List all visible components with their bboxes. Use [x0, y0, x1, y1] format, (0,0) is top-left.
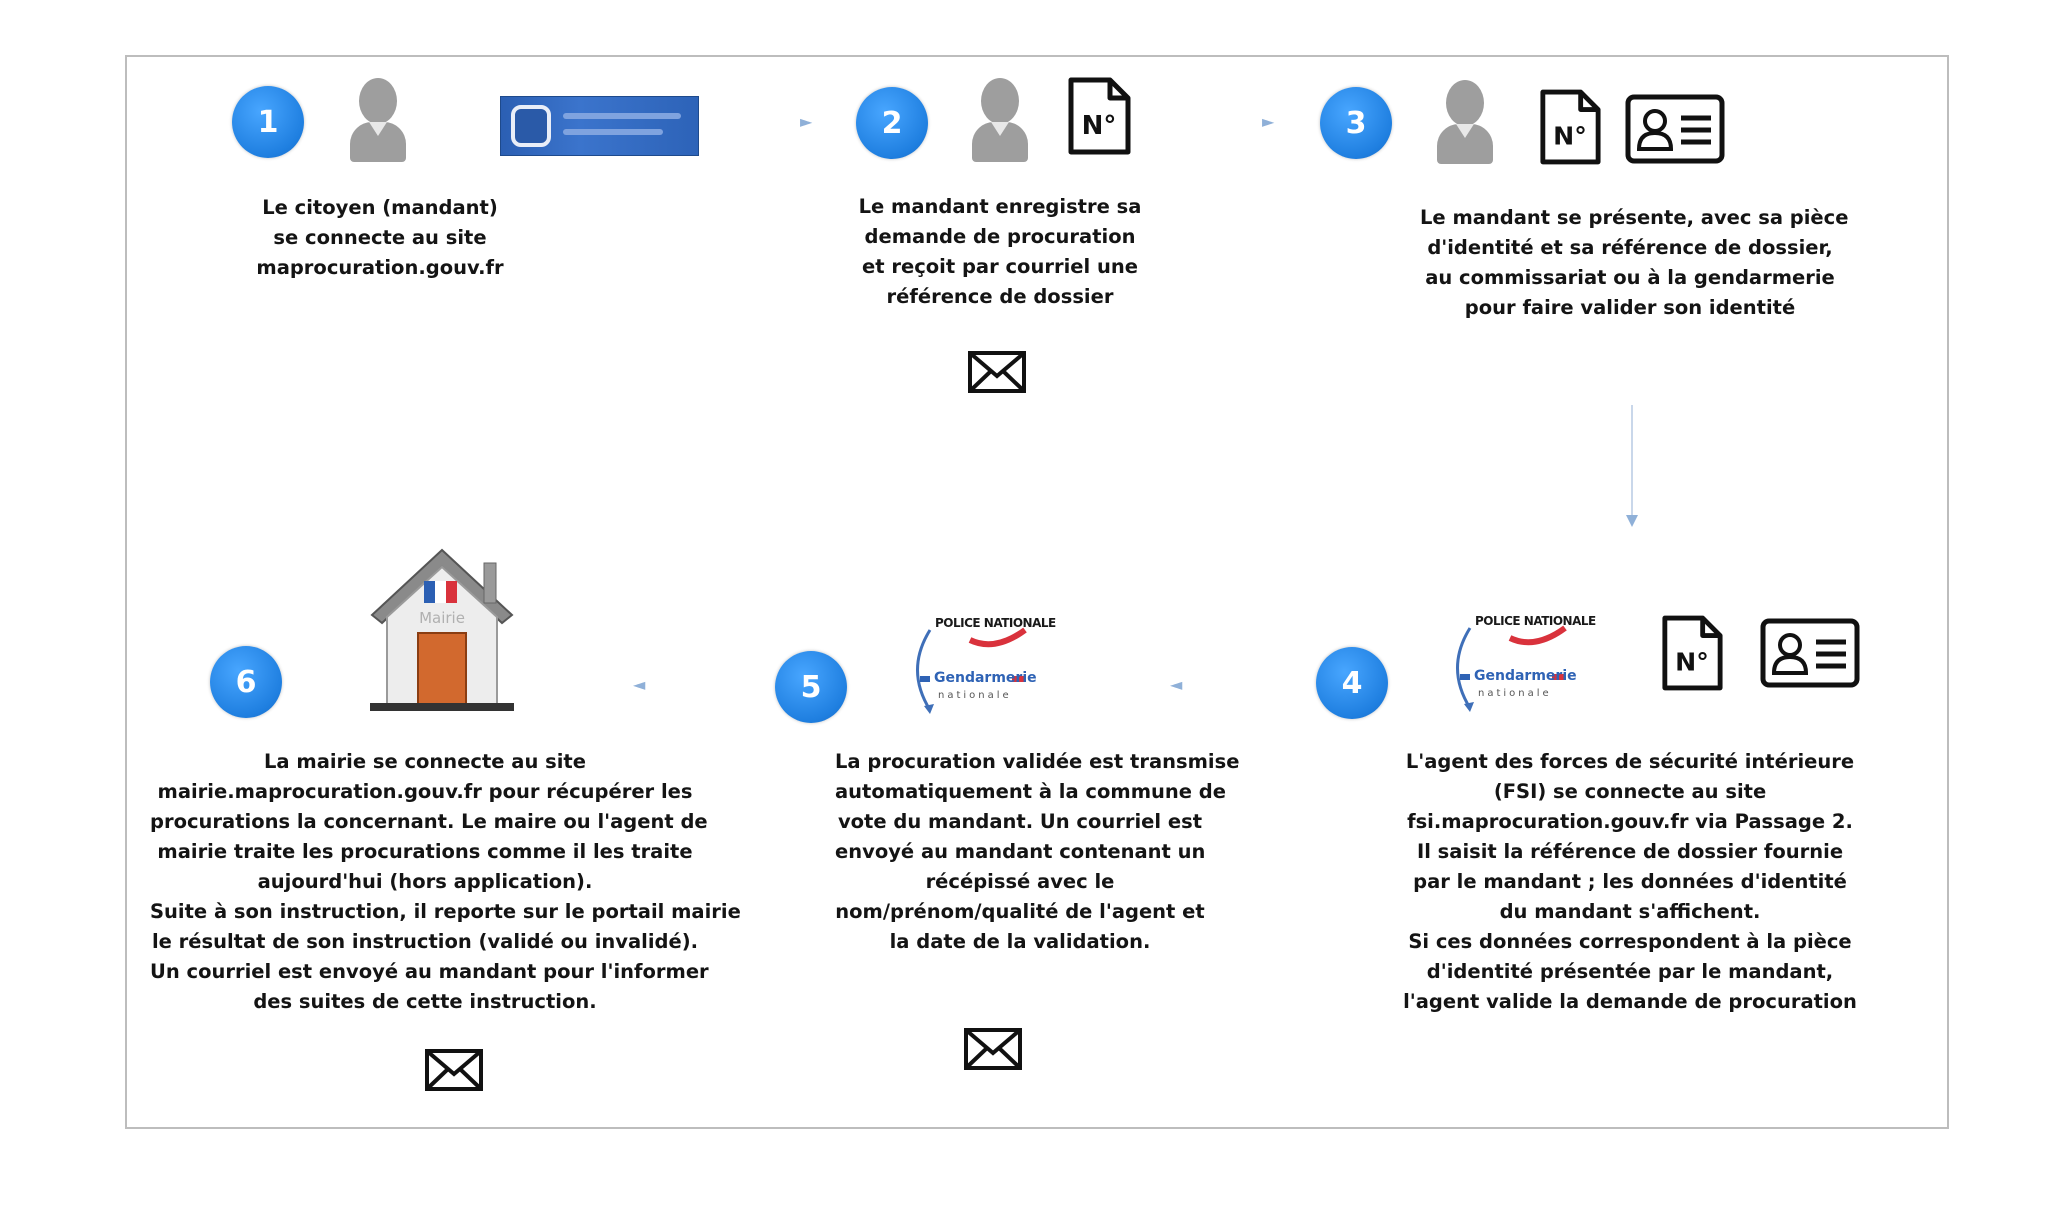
arrow-right-icon: ► — [800, 112, 813, 131]
arrow-left-icon: ◄ — [1170, 675, 1183, 694]
email-envelope-icon — [967, 350, 1027, 394]
file-number-icon — [1660, 614, 1724, 692]
step-6-badge: 6 — [210, 646, 282, 718]
step-2-badge: 2 — [856, 87, 928, 159]
step-2-text: Le mandant enregistre sa demande de procuration et reçoit par courriel une référence de dossier — [858, 195, 1142, 308]
svg-text:N°: N° — [1675, 647, 1709, 677]
arrow-down-icon — [1625, 405, 1639, 530]
svg-text:N°: N° — [1081, 111, 1117, 141]
step-6-text: La mairie se connecte au site mairie.maprocuration.gouv.fr pour récupérer les procurations la concernant. Le maire ou l'agent de mairie traite les procurations comme il les traite aujourd'hui (hors application). Suite à son instruction, il reporte sur le portail mairie le résultat de son instruction (validé ou invalidé). Un courriel est envoyé au mandant pour l'informer des suites de cette instruction. — [150, 750, 741, 1013]
step-1-badge: 1 — [232, 86, 304, 158]
citizen-person-icon — [350, 78, 406, 162]
maprocuration-banner-logo — [500, 96, 699, 156]
id-card-icon — [1760, 618, 1860, 688]
svg-text:N°: N° — [1553, 121, 1587, 151]
file-number-icon — [1066, 76, 1132, 156]
step-3-text: Le mandant se présente, avec sa pièce d'identité et sa référence de dossier, au commissariat ou à la gendarmerie pour faire valider son identité — [1420, 206, 1849, 319]
step-4-text: L'agent des forces de sécurité intérieure (FSI) se connecte au site fsi.maprocuration.gouv.fr via Passage 2. Il saisit la référence de dossier fournie par le mandant ; les données d'identité du mandant s'affichent. Si ces données correspondent à la pièce d'identité présentée par le mandant, l'agent valide la demande de procuration — [1403, 750, 1857, 1013]
step-4-badge: 4 — [1316, 647, 1388, 719]
police-gendarmerie-logo: POLICE NATIONALE Gendarmerie nationale — [900, 610, 1070, 710]
police-gendarmerie-logo: POLICE NATIONALE Gendarmerie nationale — [1440, 608, 1610, 708]
step-3-badge: 3 — [1320, 87, 1392, 159]
arrow-left-icon: ◄ — [633, 675, 646, 694]
mandant-person-icon — [972, 78, 1028, 162]
email-envelope-icon — [963, 1027, 1023, 1071]
arrow-right-icon: ► — [1262, 112, 1275, 131]
file-number-icon — [1538, 88, 1602, 166]
mandant-person-icon — [1437, 80, 1493, 164]
step-5-badge: 5 — [775, 651, 847, 723]
email-envelope-icon — [424, 1048, 484, 1092]
mairie-house-icon — [362, 545, 522, 720]
step-5-text: La procuration validée est transmise automatiquement à la commune de vote du mandant. Un courriel est envoyé au mandant contenant un récépissé avec le nom/prénom/qualité de l'agent et la date de la validation. — [835, 750, 1240, 953]
svg-text:Mairie: Mairie — [419, 609, 465, 627]
id-card-icon — [1625, 94, 1725, 164]
step-1-text: Le citoyen (mandant) se connecte au site maprocuration.gouv.fr — [256, 196, 504, 279]
